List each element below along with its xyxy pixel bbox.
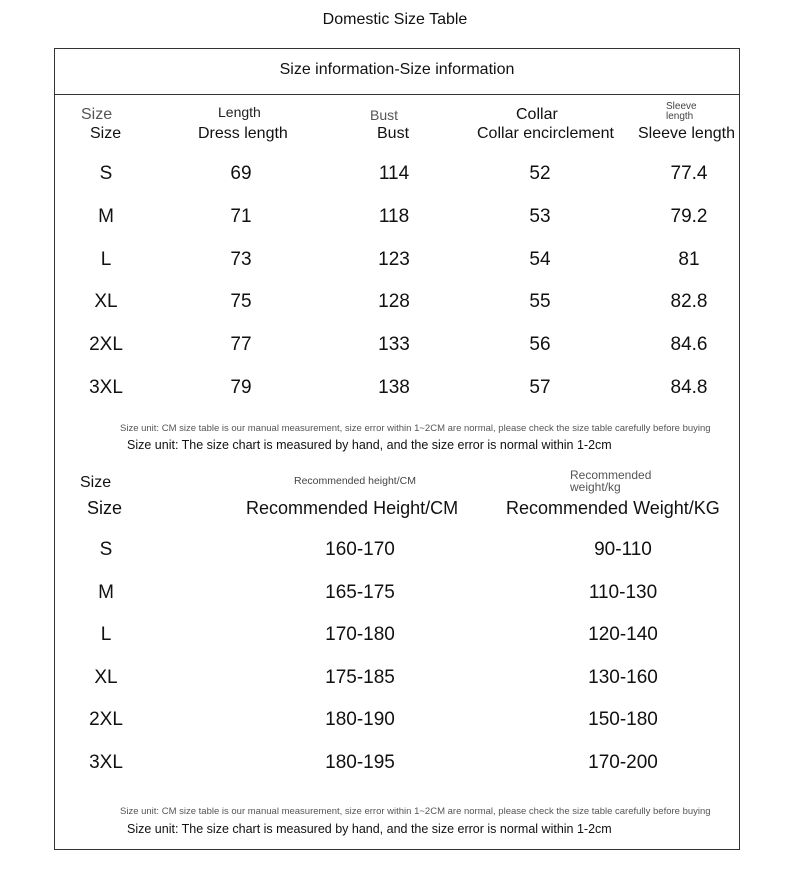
header2-recommended-height: Recommended Height/CM bbox=[246, 498, 459, 518]
cell-length: 79 bbox=[230, 377, 252, 398]
section-divider bbox=[54, 94, 740, 95]
cell-sleeve: 81 bbox=[678, 249, 700, 270]
cell-size: 3XL bbox=[89, 377, 123, 398]
cell-collar: 52 bbox=[529, 163, 551, 184]
section-title: Size information-Size information bbox=[279, 61, 515, 78]
cell-bust: 123 bbox=[378, 249, 410, 270]
cell-length: 75 bbox=[230, 291, 252, 312]
header-collar-top: Collar bbox=[516, 106, 558, 123]
cell-size: L bbox=[100, 624, 112, 645]
cell-size: S bbox=[99, 539, 113, 560]
cell-size: S bbox=[99, 163, 113, 184]
cell-sleeve: 79.2 bbox=[670, 206, 708, 227]
cell-weight: 150-180 bbox=[588, 709, 658, 730]
page-title: Domestic Size Table bbox=[322, 11, 468, 28]
cell-length: 69 bbox=[230, 163, 252, 184]
cell-height: 165-175 bbox=[325, 582, 395, 603]
header2-weight-top-1: Recommended bbox=[570, 468, 652, 482]
cell-weight: 90-110 bbox=[594, 539, 652, 560]
cell-weight: 120-140 bbox=[588, 624, 658, 645]
cell-collar: 54 bbox=[529, 249, 551, 270]
cell-size: XL bbox=[94, 291, 118, 312]
cell-size: M bbox=[98, 582, 114, 603]
cell-height: 170-180 bbox=[325, 624, 395, 645]
cell-height: 160-170 bbox=[325, 539, 395, 560]
header-dress-length: Dress length bbox=[198, 125, 288, 142]
cell-collar: 57 bbox=[529, 377, 551, 398]
cell-collar: 55 bbox=[529, 291, 551, 312]
cell-sleeve: 84.6 bbox=[670, 334, 708, 355]
header-bust: Bust bbox=[377, 125, 410, 142]
cell-length: 71 bbox=[230, 206, 252, 227]
header-size: Size bbox=[90, 125, 122, 142]
cell-size: 2XL bbox=[89, 709, 123, 730]
header-bust-top: Bust bbox=[370, 107, 399, 123]
header2-height-top: Recommended height/CM bbox=[294, 475, 416, 487]
header-collar-encirclement: Collar encirclement bbox=[477, 125, 614, 142]
cell-size: 2XL bbox=[89, 334, 123, 355]
cell-height: 180-195 bbox=[325, 752, 395, 773]
header2-size-top: Size bbox=[80, 474, 112, 491]
cell-sleeve: 77.4 bbox=[670, 163, 708, 184]
cell-size: M bbox=[98, 206, 114, 227]
cell-weight: 130-160 bbox=[588, 667, 658, 688]
header-size-top: Size bbox=[81, 106, 113, 123]
cell-length: 73 bbox=[230, 249, 252, 270]
cell-weight: 110-130 bbox=[588, 582, 658, 603]
cell-weight: 170-200 bbox=[588, 752, 658, 773]
header-length-top: Length bbox=[218, 104, 261, 120]
cell-sleeve: 82.8 bbox=[670, 291, 708, 312]
cell-bust: 128 bbox=[378, 291, 410, 312]
cell-size: XL bbox=[94, 667, 118, 688]
cell-size: L bbox=[100, 249, 112, 270]
header-sleeve-length: Sleeve length bbox=[638, 125, 735, 142]
header2-recommended-weight: Recommended Weight/KG bbox=[506, 498, 720, 518]
cell-sleeve: 84.8 bbox=[670, 377, 708, 398]
header-sleeve-top-2: length bbox=[666, 111, 694, 122]
header-sleeve-top-1: Sleeve bbox=[666, 101, 697, 112]
header2-size: Size bbox=[87, 498, 123, 518]
cell-length: 77 bbox=[230, 334, 252, 355]
size-note-small-2: Size unit: CM size table is our manual measurement, size error within 1~2CM are normal, please check the size table carefully before buying bbox=[120, 806, 711, 817]
cell-collar: 56 bbox=[529, 334, 551, 355]
cell-bust: 118 bbox=[378, 206, 410, 227]
cell-bust: 133 bbox=[378, 334, 410, 355]
cell-collar: 53 bbox=[529, 206, 551, 227]
size-note: Size unit: The size chart is measured by hand, and the size error is normal within 1-2cm bbox=[127, 438, 612, 452]
size-note-2: Size unit: The size chart is measured by hand, and the size error is normal within 1-2cm bbox=[127, 822, 612, 836]
cell-bust: 114 bbox=[378, 163, 410, 184]
cell-height: 180-190 bbox=[325, 709, 395, 730]
size-note-small: Size unit: CM size table is our manual measurement, size error within 1~2CM are normal, please check the size table carefully before buying bbox=[120, 423, 711, 434]
header2-weight-top-2: weight/kg bbox=[570, 480, 621, 494]
cell-height: 175-185 bbox=[325, 667, 395, 688]
cell-size: 3XL bbox=[89, 752, 123, 773]
cell-bust: 138 bbox=[378, 377, 410, 398]
